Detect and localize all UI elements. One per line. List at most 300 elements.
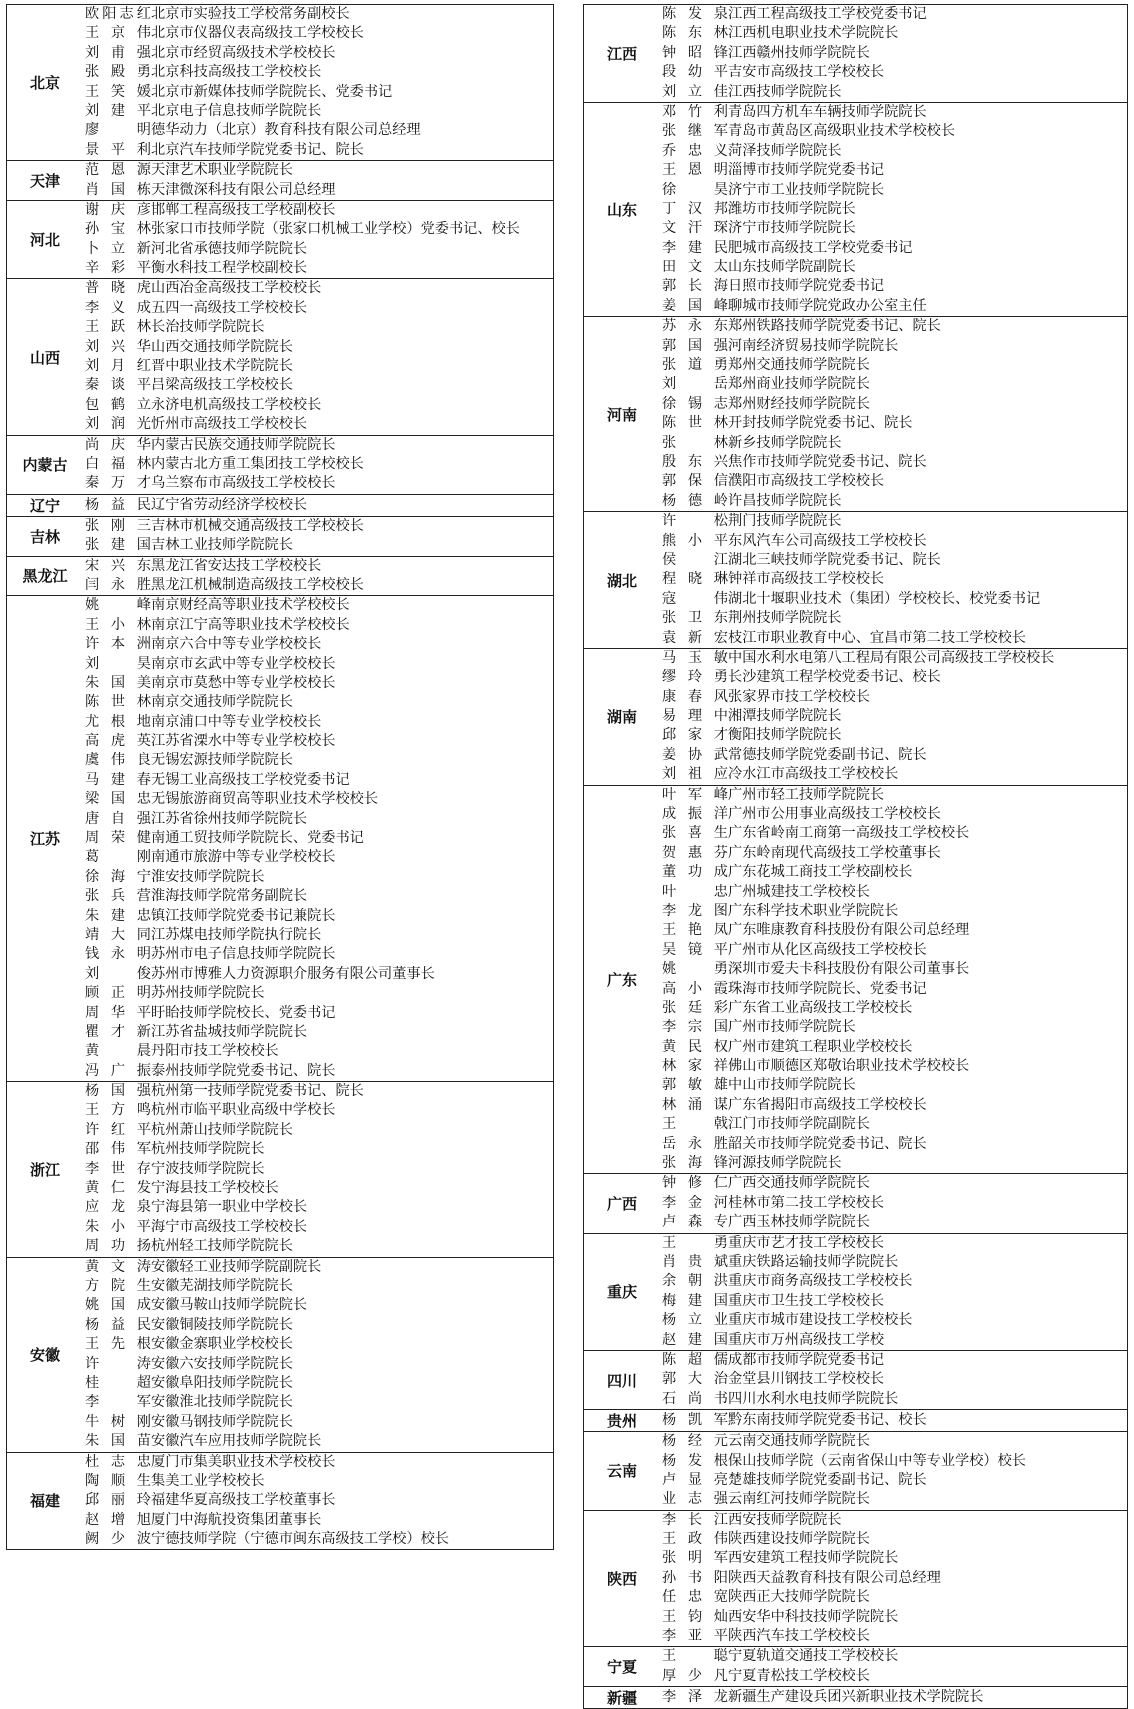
member-title: 四川水利水电技师学院院长 bbox=[728, 1390, 899, 1407]
member-list bbox=[660, 1687, 1127, 1708]
member-row bbox=[85, 1530, 553, 1549]
member-row bbox=[85, 1472, 553, 1491]
member-row bbox=[85, 887, 553, 906]
member-name: 姚 勇 bbox=[662, 961, 728, 978]
member-name: 朱国苗 bbox=[85, 1433, 151, 1450]
member-list bbox=[660, 786, 1127, 1174]
member-title: 广东科学技术职业学院院长 bbox=[728, 902, 899, 919]
member-list bbox=[83, 279, 553, 434]
member-title: 广东省岭南工商第一高级技工学校校长 bbox=[728, 825, 970, 842]
member-name: 黄仁发 bbox=[85, 1180, 151, 1197]
member-title: 厦门市集美职业技术学校校长 bbox=[151, 1453, 336, 1470]
province-label: 内蒙古 bbox=[22, 456, 68, 475]
member-row bbox=[85, 1218, 553, 1237]
member-row bbox=[85, 318, 553, 337]
member-name: 业志强 bbox=[662, 1491, 728, 1508]
member-name: 成振洋 bbox=[662, 806, 728, 823]
member-title: 泰州技师学院党委书记、院长 bbox=[151, 1062, 336, 1079]
member-title: 郑州财经技师学院院长 bbox=[728, 395, 870, 412]
province-label: 山西 bbox=[29, 348, 60, 367]
member-name: 陈世林 bbox=[662, 415, 728, 432]
member-name: 钟昭锋 bbox=[662, 44, 728, 61]
province-label: 云南 bbox=[606, 1462, 637, 1481]
member-title: 宁德技师学院（宁德市闽东高级技工学校）校长 bbox=[151, 1531, 449, 1548]
member-row bbox=[85, 357, 553, 376]
member-title: 金堂县川钢技工学校校长 bbox=[728, 1371, 885, 1388]
member-row bbox=[662, 863, 1127, 882]
member-title: 黔东南技师学院党委书记、校长 bbox=[728, 1411, 927, 1428]
member-row bbox=[85, 1453, 553, 1472]
member-row bbox=[85, 1023, 553, 1042]
member-row bbox=[85, 1062, 553, 1081]
member-title: 重庆市卫生技工学校校长 bbox=[728, 1292, 885, 1309]
member-row bbox=[85, 1432, 553, 1451]
member-name: 熊小平 bbox=[662, 532, 728, 549]
member-row bbox=[662, 1452, 1127, 1471]
member-title: 广州市建筑工程职业学校校长 bbox=[728, 1038, 913, 1055]
member-row bbox=[662, 24, 1127, 43]
member-name: 杨凯军 bbox=[662, 1411, 728, 1428]
member-row bbox=[662, 844, 1127, 863]
member-title: 福建华夏高级技工学校董事长 bbox=[151, 1492, 336, 1509]
province-group bbox=[584, 1233, 1127, 1350]
member-name: 肖国栋 bbox=[85, 181, 151, 198]
member-row bbox=[662, 1647, 1127, 1666]
member-row bbox=[662, 1194, 1127, 1213]
member-row bbox=[662, 551, 1127, 570]
member-name: 寇 伟 bbox=[662, 590, 728, 607]
member-row bbox=[662, 434, 1127, 453]
member-name: 郭国强 bbox=[662, 337, 728, 354]
member-row bbox=[662, 1549, 1127, 1568]
province-group bbox=[584, 316, 1127, 511]
member-list bbox=[83, 436, 553, 494]
member-title: 江苏煤电技师学院执行院长 bbox=[151, 926, 322, 943]
member-title: 广东唯康教育科技股份有限公司总经理 bbox=[728, 922, 970, 939]
member-name: 刘月红 bbox=[85, 358, 151, 375]
member-row bbox=[662, 1331, 1127, 1350]
member-title: 德华动力（北京）教育科技有限公司总经理 bbox=[151, 122, 421, 139]
member-name: 张殿勇 bbox=[85, 64, 151, 81]
member-row bbox=[662, 414, 1127, 433]
member-row bbox=[662, 1627, 1127, 1646]
member-title: 南通市旅游中等专业学校校长 bbox=[151, 849, 336, 866]
member-title: 郑州交通技师学院院长 bbox=[728, 357, 870, 374]
province-group bbox=[7, 5, 553, 160]
member-title: 中国水利水电第八工程局有限公司高级技工学校校长 bbox=[728, 649, 1055, 666]
member-title: 江西机电职业技术学院院长 bbox=[728, 25, 899, 42]
province-group bbox=[584, 102, 1127, 316]
member-row bbox=[85, 44, 553, 63]
member-name: 袁新宏 bbox=[662, 629, 728, 646]
member-name: 李亚平 bbox=[662, 1628, 728, 1645]
member-title: 东风汽车公司高级技工学校校长 bbox=[728, 532, 927, 549]
member-name: 徐 昊 bbox=[662, 181, 728, 198]
member-name: 张明军 bbox=[662, 1550, 728, 1567]
member-name: 侯 江 bbox=[662, 551, 728, 568]
member-name: 闫永胜 bbox=[85, 576, 151, 593]
member-name: 钟修仁 bbox=[662, 1175, 728, 1192]
member-row bbox=[662, 1057, 1127, 1076]
member-row bbox=[662, 532, 1127, 551]
member-title: 保山技师学院（云南省保山中等专业学校）校长 bbox=[728, 1452, 1026, 1469]
member-row bbox=[662, 63, 1127, 82]
member-list bbox=[660, 103, 1127, 316]
member-title: 安徽六安技师学院院长 bbox=[151, 1355, 293, 1372]
member-list bbox=[83, 1258, 553, 1452]
member-name: 冯广振 bbox=[85, 1062, 151, 1079]
province-label: 重庆 bbox=[606, 1283, 637, 1302]
province-label: 吉林 bbox=[29, 527, 60, 546]
member-row bbox=[85, 102, 553, 121]
member-title: 日照市技师学院党委书记 bbox=[728, 278, 885, 295]
member-row bbox=[662, 1411, 1127, 1430]
member-name: 宋兴东 bbox=[85, 557, 151, 574]
member-title: 青岛市黄岛区高级职业技术学校校长 bbox=[728, 123, 956, 140]
member-row bbox=[662, 649, 1127, 668]
member-name: 苏永东 bbox=[662, 318, 728, 335]
member-list bbox=[83, 5, 553, 160]
member-row bbox=[662, 824, 1127, 843]
member-list bbox=[83, 1082, 553, 1257]
member-title: 山西交通技师学院院长 bbox=[151, 338, 293, 355]
right-column bbox=[583, 4, 1128, 1709]
member-title: 淮安技师学院院长 bbox=[151, 868, 265, 885]
member-row bbox=[662, 277, 1127, 296]
member-title: 西安建筑工程技师学院院长 bbox=[728, 1550, 899, 1567]
member-list bbox=[83, 161, 553, 200]
member-title: 菏泽技师学院院长 bbox=[728, 142, 842, 159]
member-name: 林涌谋 bbox=[662, 1096, 728, 1113]
member-title: 济宁市工业技师学院院长 bbox=[728, 181, 885, 198]
member-row bbox=[662, 1076, 1127, 1095]
member-row bbox=[662, 1688, 1127, 1707]
member-name: 白福林 bbox=[85, 455, 151, 472]
member-title: 安徽铜陵技师学院院长 bbox=[151, 1316, 293, 1333]
member-title: 聊城市技师学院党政办公室主任 bbox=[728, 297, 927, 314]
member-name: 徐锡志 bbox=[662, 395, 728, 412]
member-title: 广东岭南现代高级技工学校董事长 bbox=[728, 844, 941, 861]
member-title: 丹阳市技工学校校长 bbox=[151, 1043, 279, 1060]
member-title: 吕梁高级技工学校校长 bbox=[151, 377, 293, 394]
province-group bbox=[7, 1452, 553, 1550]
member-name: 李世存 bbox=[85, 1160, 151, 1177]
member-title: 陕西汽车技工学校校长 bbox=[728, 1628, 870, 1645]
member-row bbox=[85, 141, 553, 160]
member-name: 景平利 bbox=[85, 141, 151, 158]
member-row bbox=[662, 317, 1127, 336]
member-title: 山东技师学院副院长 bbox=[728, 259, 856, 276]
member-row bbox=[85, 1355, 553, 1374]
member-title: 重庆市商务高级技工学校校长 bbox=[728, 1273, 913, 1290]
member-title: 荆门技师学院院长 bbox=[728, 513, 842, 530]
member-name: 杜志忠 bbox=[85, 1453, 151, 1470]
province-label: 四川 bbox=[606, 1371, 637, 1390]
member-title: 北京市实验技工学校常务副校长 bbox=[151, 6, 350, 22]
member-row bbox=[85, 1179, 553, 1198]
member-row bbox=[662, 941, 1127, 960]
member-title: 盱眙技师学院校长、党委书记 bbox=[151, 1004, 336, 1021]
member-row bbox=[662, 746, 1127, 765]
province-label: 天津 bbox=[29, 172, 60, 191]
member-row bbox=[662, 297, 1127, 316]
member-title: 许昌技师学院院长 bbox=[728, 492, 842, 509]
member-row bbox=[85, 1296, 553, 1315]
member-row bbox=[85, 945, 553, 964]
member-name: 张兵营 bbox=[85, 888, 151, 905]
member-title: 北京市经贸高级技术学校校长 bbox=[151, 44, 336, 61]
member-row bbox=[662, 1667, 1127, 1686]
province-label: 湖南 bbox=[606, 708, 637, 727]
member-row bbox=[85, 713, 553, 732]
member-row bbox=[662, 1115, 1127, 1134]
member-row bbox=[662, 1390, 1127, 1409]
member-title: 江苏省徐州技师学院院长 bbox=[151, 810, 308, 827]
member-row bbox=[85, 1160, 553, 1179]
member-name: 朱小平 bbox=[85, 1218, 151, 1235]
member-row bbox=[662, 1432, 1127, 1451]
member-title: 宁海县技工学校校长 bbox=[151, 1180, 279, 1197]
member-title: 山西冶金高级技工学校校长 bbox=[151, 280, 322, 297]
member-name: 姚国成 bbox=[85, 1297, 151, 1314]
member-name: 高虎英 bbox=[85, 733, 151, 750]
member-name: 王方鸣 bbox=[85, 1102, 151, 1119]
member-title: 淄博市技师学院党委书记 bbox=[728, 162, 885, 179]
member-title: 南京浦口中等专业学校校长 bbox=[151, 713, 322, 730]
member-name: 周荣健 bbox=[85, 830, 151, 847]
member-name: 林家祥 bbox=[662, 1058, 728, 1075]
member-row bbox=[85, 63, 553, 82]
member-title: 韶关市技师学院党委书记、院长 bbox=[728, 1135, 927, 1152]
member-name: 刘 昊 bbox=[85, 655, 151, 672]
member-title: 长治技师学院院长 bbox=[151, 319, 265, 336]
member-row bbox=[662, 200, 1127, 219]
member-row bbox=[85, 121, 553, 140]
member-title: 杭州萧山技师学院院长 bbox=[151, 1121, 293, 1138]
member-row bbox=[85, 655, 553, 674]
member-title: 河南经济贸易技师学院院长 bbox=[728, 337, 899, 354]
member-title: 宁夏轨道交通技工学校校长 bbox=[728, 1648, 899, 1665]
member-name: 刘 俊 bbox=[85, 965, 151, 982]
member-name: 应龙泉 bbox=[85, 1199, 151, 1216]
member-row bbox=[85, 732, 553, 751]
member-title: 杭州技师学院院长 bbox=[151, 1141, 265, 1158]
member-title: 江西技师学院院长 bbox=[728, 83, 842, 100]
member-row bbox=[85, 984, 553, 1003]
member-title: 南京江宁高等职业技术学校校长 bbox=[151, 616, 350, 633]
province-group bbox=[584, 1510, 1127, 1647]
member-title: 广州市从化区高级技工学校校长 bbox=[728, 941, 927, 958]
member-title: 安徽汽车应用技师学院院长 bbox=[151, 1433, 322, 1450]
member-name: 叶 忠 bbox=[662, 883, 728, 900]
member-row bbox=[662, 1292, 1127, 1311]
member-name: 杨发根 bbox=[662, 1452, 728, 1469]
member-title: 云南红河技师学院院长 bbox=[728, 1491, 870, 1508]
member-name: 欧阳志红 bbox=[85, 6, 151, 22]
member-row bbox=[85, 181, 553, 200]
member-title: 广西交通技师学院院长 bbox=[728, 1175, 870, 1192]
member-title: 青岛四方机车车辆技师学院院长 bbox=[728, 103, 927, 120]
member-name: 张喜生 bbox=[662, 825, 728, 842]
member-title: 厦门中海航投资集团董事长 bbox=[151, 1511, 322, 1528]
member-title: 开封技师学院党委书记、院长 bbox=[728, 415, 913, 432]
member-row bbox=[662, 1213, 1127, 1232]
member-row bbox=[85, 1491, 553, 1510]
member-list bbox=[660, 1174, 1127, 1232]
member-name: 杨经元 bbox=[662, 1433, 728, 1450]
member-title: 新乡技师学院院长 bbox=[728, 434, 842, 451]
member-row bbox=[85, 161, 553, 180]
member-row bbox=[662, 883, 1127, 902]
member-row bbox=[662, 395, 1127, 414]
member-row bbox=[85, 376, 553, 395]
province-group bbox=[7, 1081, 553, 1257]
member-list bbox=[660, 512, 1127, 648]
province-label: 广东 bbox=[606, 971, 637, 990]
member-row bbox=[662, 5, 1127, 24]
member-row bbox=[85, 635, 553, 654]
member-title: 肥城市高级技工学校党委书记 bbox=[728, 239, 913, 256]
member-row bbox=[662, 142, 1127, 161]
member-row bbox=[662, 1569, 1127, 1588]
member-name: 陶顺生 bbox=[85, 1472, 151, 1489]
province-group bbox=[7, 516, 553, 556]
member-row bbox=[662, 786, 1127, 805]
member-row bbox=[85, 926, 553, 945]
member-list bbox=[83, 557, 553, 596]
member-name: 周华平 bbox=[85, 1004, 151, 1021]
member-row bbox=[85, 1258, 553, 1277]
member-title: 重庆市艺才技工学校校长 bbox=[728, 1234, 885, 1251]
member-name: 许 涛 bbox=[85, 1355, 151, 1372]
member-name: 赵建国 bbox=[662, 1331, 728, 1348]
member-title: 北京市新媒体技师学院院长、党委书记 bbox=[151, 83, 393, 100]
member-row bbox=[662, 83, 1127, 102]
member-row bbox=[85, 299, 553, 318]
member-name: 许 松 bbox=[662, 513, 728, 530]
member-title: 中山市技师学院院长 bbox=[728, 1077, 856, 1094]
member-title: 安徽马钢技师学院院长 bbox=[151, 1413, 293, 1430]
member-name: 姜国峰 bbox=[662, 297, 728, 314]
member-row bbox=[85, 1316, 553, 1335]
member-title: 广东花城工商技工学校副校长 bbox=[728, 864, 913, 881]
member-title: 邯郸工程高级技工学校副校长 bbox=[151, 201, 336, 218]
member-list bbox=[660, 1410, 1127, 1431]
member-row bbox=[662, 239, 1127, 258]
member-row bbox=[662, 1608, 1127, 1627]
member-name: 贺惠芬 bbox=[662, 844, 728, 861]
member-name: 瞿才新 bbox=[85, 1023, 151, 1040]
member-name: 刘润光 bbox=[85, 416, 151, 433]
member-row bbox=[662, 1154, 1127, 1173]
member-name: 刘兴华 bbox=[85, 338, 151, 355]
member-title: 成都市技师学院党委书记 bbox=[728, 1351, 885, 1368]
province-group bbox=[584, 1350, 1127, 1409]
member-row bbox=[662, 765, 1127, 784]
member-name: 李金河 bbox=[662, 1194, 728, 1211]
member-title: 西安华中科技技师学院院长 bbox=[728, 1608, 899, 1625]
member-name: 文汗琛 bbox=[662, 220, 728, 237]
member-name: 王笑媛 bbox=[85, 83, 151, 100]
province-label: 辽宁 bbox=[29, 496, 60, 515]
member-row bbox=[85, 1140, 553, 1159]
member-row bbox=[662, 1530, 1127, 1549]
member-name: 刘建平 bbox=[85, 102, 151, 119]
province-group bbox=[584, 1646, 1127, 1686]
member-title: 无锡旅游商贸高等职业技术学校校长 bbox=[151, 791, 379, 808]
member-title: 陕西正大技师学院院长 bbox=[728, 1589, 870, 1606]
province-group bbox=[584, 5, 1127, 102]
member-name: 李宗国 bbox=[662, 1019, 728, 1036]
member-list bbox=[83, 1453, 553, 1550]
member-name: 桂 超 bbox=[85, 1374, 151, 1391]
member-name: 尚庆华 bbox=[85, 436, 151, 453]
member-name: 杨国强 bbox=[85, 1083, 151, 1100]
member-name: 王政伟 bbox=[662, 1531, 728, 1548]
member-row bbox=[662, 337, 1127, 356]
member-row bbox=[85, 496, 553, 515]
member-row bbox=[662, 1511, 1127, 1530]
member-name: 张继军 bbox=[662, 123, 728, 140]
member-name: 陈世林 bbox=[85, 694, 151, 711]
member-title: 广州市技师学院院长 bbox=[728, 1019, 856, 1036]
province-group bbox=[584, 1173, 1127, 1232]
member-title: 南京市玄武中等专业学校校长 bbox=[151, 655, 336, 672]
member-title: 广州市轻工技师学院院长 bbox=[728, 786, 885, 803]
member-list bbox=[660, 1511, 1127, 1647]
member-row bbox=[662, 570, 1127, 589]
member-title: 河北省承德技师学院院长 bbox=[151, 240, 308, 257]
member-row bbox=[85, 415, 553, 434]
member-name: 杨立业 bbox=[662, 1312, 728, 1329]
member-list bbox=[660, 1351, 1127, 1409]
member-name: 吴镜平 bbox=[662, 941, 728, 958]
member-name: 郭长海 bbox=[662, 278, 728, 295]
member-name: 王 勇 bbox=[662, 1234, 728, 1251]
member-row bbox=[85, 557, 553, 576]
member-list bbox=[83, 495, 553, 516]
member-title: 安徽金寨职业学校校长 bbox=[151, 1336, 293, 1353]
member-row bbox=[85, 1393, 553, 1412]
province-group bbox=[584, 1431, 1127, 1510]
member-name: 葛 刚 bbox=[85, 849, 151, 866]
member-name: 方院生 bbox=[85, 1278, 151, 1294]
member-name: 张建国 bbox=[85, 537, 151, 554]
member-row bbox=[662, 1135, 1127, 1154]
member-list bbox=[660, 5, 1127, 102]
member-name: 秦万才 bbox=[85, 475, 151, 492]
member-row bbox=[85, 240, 553, 259]
member-name: 辛彩平 bbox=[85, 260, 151, 277]
member-name: 黄文涛 bbox=[85, 1258, 151, 1275]
member-title: 深圳市爱夫卡科技股份有限公司董事长 bbox=[728, 961, 970, 978]
member-row bbox=[85, 907, 553, 926]
member-name: 厚少凡 bbox=[662, 1667, 728, 1684]
member-row bbox=[85, 436, 553, 455]
member-list bbox=[660, 1647, 1127, 1686]
member-title: 晋中职业技术学院院长 bbox=[151, 358, 293, 375]
member-row bbox=[85, 1198, 553, 1217]
member-title: 杭州第一技师学院党委书记、院长 bbox=[151, 1083, 364, 1100]
member-name: 王恩明 bbox=[662, 162, 728, 179]
member-row bbox=[662, 980, 1127, 999]
member-name: 李建民 bbox=[662, 239, 728, 256]
member-name: 邵伟军 bbox=[85, 1141, 151, 1158]
member-name: 王小林 bbox=[85, 616, 151, 633]
province-group bbox=[584, 648, 1127, 785]
member-name: 张道勇 bbox=[662, 357, 728, 374]
member-name: 段幼平 bbox=[662, 64, 728, 81]
